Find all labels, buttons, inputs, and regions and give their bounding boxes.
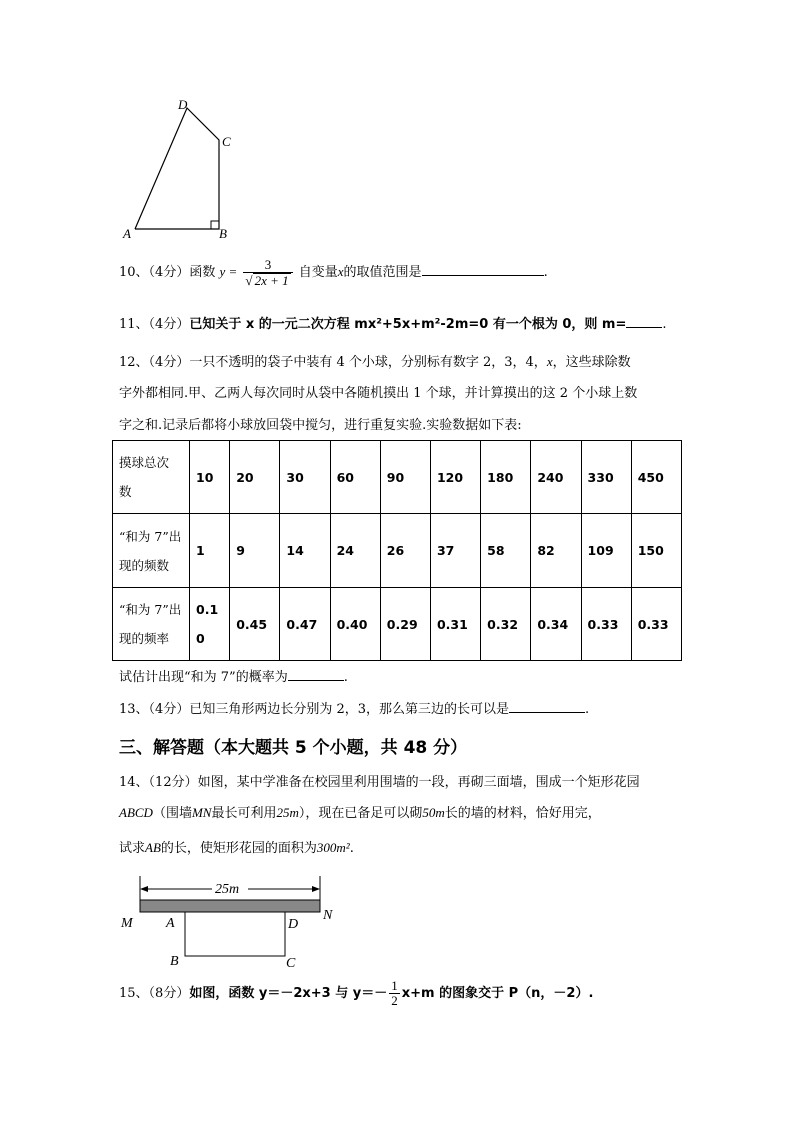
label-n: N bbox=[323, 908, 333, 923]
q12-number: 12、（4分） bbox=[119, 355, 190, 370]
table-cell: 0.32 bbox=[481, 588, 531, 661]
table-cell: 60 bbox=[330, 441, 380, 514]
table-cell: 9 bbox=[230, 514, 280, 588]
garden-rectangle bbox=[185, 912, 285, 956]
q15-number: 15、（8分） bbox=[119, 986, 190, 1001]
q10-denominator: 2x + 1 bbox=[254, 272, 289, 288]
table-cell: 90 bbox=[380, 441, 430, 514]
table-cell: 0.45 bbox=[230, 588, 280, 661]
q12-var-x: x bbox=[546, 354, 553, 369]
q15-text-a: 如图，函数 y＝－2x+3 与 y＝－ bbox=[189, 986, 388, 1001]
trapezoid-outline bbox=[135, 108, 219, 229]
table-cell: 0.1 0 bbox=[190, 588, 230, 661]
q15-frac-den: 2 bbox=[391, 993, 398, 1008]
q12-line-1: 一只不透明的袋子中装有 4 个小球，分别标有数字 2，3，4， bbox=[189, 355, 547, 370]
label-d: D bbox=[178, 97, 188, 112]
table-cell: 0.29 bbox=[380, 588, 430, 661]
dimension-label: 25m bbox=[215, 882, 240, 897]
table-cell: 330 bbox=[581, 441, 631, 514]
garden-figure bbox=[118, 872, 343, 972]
label-c: C bbox=[286, 956, 296, 971]
table-cell: 150 bbox=[631, 514, 681, 588]
q15-fraction bbox=[389, 979, 400, 1008]
table-cell: 30 bbox=[280, 441, 330, 514]
q15-frac-num: 1 bbox=[391, 978, 398, 993]
table-cell: 0.31 bbox=[430, 588, 480, 661]
label-d: D bbox=[288, 917, 299, 932]
table-row-header: 摸球总次 数 bbox=[113, 441, 190, 514]
table-row-header: “和为 7”出 现的频率 bbox=[113, 588, 190, 661]
q11-text: 已知关于 x 的一元二次方程 mx²+5x+m²-2m=0 有一个根为 0，则 m= bbox=[189, 317, 627, 332]
q11-end: . bbox=[662, 317, 667, 332]
q12-answer-blank[interactable] bbox=[288, 666, 344, 681]
q14-mn: MN bbox=[191, 805, 212, 820]
table-cell: 180 bbox=[481, 441, 531, 514]
q10-numerator: 3 bbox=[264, 256, 272, 272]
q10-y-eq: y = bbox=[219, 264, 238, 279]
q14-l2c: ），现在已备足可以砌 bbox=[298, 806, 423, 821]
table-cell: 120 bbox=[430, 441, 480, 514]
wall-mn bbox=[140, 900, 320, 912]
q12-estimate-text: 试估计出现“和为 7”的概率为 bbox=[119, 670, 288, 685]
table-cell: 1 bbox=[190, 514, 230, 588]
table-cell: 26 bbox=[380, 514, 430, 588]
question-12-line-3: 字之和.记录后都将小球放回袋中搅匀，进行重复实验.实验数据如下表: bbox=[119, 418, 522, 433]
q14-l2a: （围墙 bbox=[152, 806, 192, 821]
right-angle-mark bbox=[211, 221, 219, 229]
label-c: C bbox=[222, 134, 231, 149]
table-row-header: “和为 7”出 现的频数 bbox=[113, 514, 190, 588]
label-m: M bbox=[121, 916, 133, 931]
q12-line-1-end: ，这些球除数 bbox=[552, 355, 631, 370]
question-12-line-2: 字外都相同.甲、乙两人每次同时从袋中各随机摸出 1 个球，并计算摸出的这 2 个小球上数 bbox=[119, 386, 638, 401]
q13-number: 13、（4分） bbox=[119, 702, 190, 717]
table-cell: 240 bbox=[531, 441, 581, 514]
question-14-line-1 bbox=[119, 773, 640, 793]
table-cell: 109 bbox=[581, 514, 631, 588]
q10-var-x: x bbox=[337, 264, 344, 279]
q14-area: 300m² bbox=[316, 840, 350, 855]
q11-answer-blank[interactable] bbox=[626, 313, 662, 328]
q13-text: 已知三角形两边长分别为 2，3，那么第三边的长可以是 bbox=[189, 702, 510, 717]
table-cell: 20 bbox=[230, 441, 280, 514]
q14-l2b: 最长可利用 bbox=[211, 806, 277, 821]
table-cell: 58 bbox=[481, 514, 531, 588]
table-cell: 0.47 bbox=[280, 588, 330, 661]
question-12-line-1 bbox=[119, 352, 631, 373]
q10-fraction: $\frac{3}{√ 2x + 1}$ bbox=[243, 258, 292, 288]
dim-arrow-left bbox=[140, 886, 148, 892]
q14-len25: 25m bbox=[276, 805, 299, 820]
question-14-line-2 bbox=[119, 803, 601, 824]
table-cell: 10 bbox=[190, 441, 230, 514]
q14-line-1: 如图，某中学准备在校园里利用围墙的一段，再砌三面墙，围成一个矩形花园 bbox=[197, 775, 640, 790]
table-cell: 0.34 bbox=[531, 588, 581, 661]
q10-end: . bbox=[543, 265, 548, 280]
q10-answer-blank[interactable] bbox=[422, 261, 544, 276]
label-b: B bbox=[170, 954, 179, 969]
table-cell: 0.33 bbox=[631, 588, 681, 661]
question-12-estimate bbox=[119, 666, 348, 688]
table-row-totals bbox=[113, 441, 682, 514]
q10-middle: 自变量 bbox=[298, 265, 338, 280]
question-15 bbox=[119, 976, 593, 1012]
question-14-line-3 bbox=[119, 838, 354, 859]
q14-ab: AB bbox=[145, 840, 161, 855]
label-a: A bbox=[123, 226, 131, 241]
table-cell: 450 bbox=[631, 441, 681, 514]
table-cell: 82 bbox=[531, 514, 581, 588]
table-cell: 14 bbox=[280, 514, 330, 588]
question-10 bbox=[119, 252, 548, 293]
table-cell: 24 bbox=[330, 514, 380, 588]
q14-l2d: 长的墙的材料，恰好用完， bbox=[444, 806, 601, 821]
q14-l3c: . bbox=[349, 841, 354, 856]
trapezoid-figure bbox=[115, 95, 245, 245]
question-11 bbox=[119, 313, 667, 335]
table-row-frequencies bbox=[113, 514, 682, 588]
q13-answer-blank[interactable] bbox=[509, 698, 585, 713]
dim-arrow-right bbox=[312, 886, 320, 892]
q15-text-b: x+m 的图象交于 P（n，－2）. bbox=[401, 986, 594, 1001]
table-cell: 0.33 bbox=[581, 588, 631, 661]
label-a: A bbox=[166, 916, 175, 931]
q14-number: 14、（12分） bbox=[119, 775, 198, 790]
q10-number: 10、（4分） bbox=[119, 265, 190, 280]
q14-abcd: ABCD bbox=[119, 805, 153, 820]
table-row-rates bbox=[113, 588, 682, 661]
table-cell: 37 bbox=[430, 514, 480, 588]
table-cell: 0.40 bbox=[330, 588, 380, 661]
section-3-heading: 三、解答题（本大题共 5 个小题，共 48 分） bbox=[119, 738, 468, 758]
q14-l3a: 试求 bbox=[119, 841, 146, 856]
label-b: B bbox=[219, 226, 227, 241]
q14-len50: 50m bbox=[422, 805, 445, 820]
q11-number: 11、（4分） bbox=[119, 317, 190, 332]
q14-l3b: 的长，使矩形花园的面积为 bbox=[160, 841, 317, 856]
q13-end: . bbox=[585, 702, 590, 717]
q12-estimate-end: . bbox=[343, 670, 348, 685]
q10-suffix: 的取值范围是 bbox=[343, 265, 422, 280]
question-13 bbox=[119, 698, 589, 720]
experiment-table bbox=[112, 440, 682, 661]
q10-prefix: 函数 bbox=[189, 265, 216, 280]
